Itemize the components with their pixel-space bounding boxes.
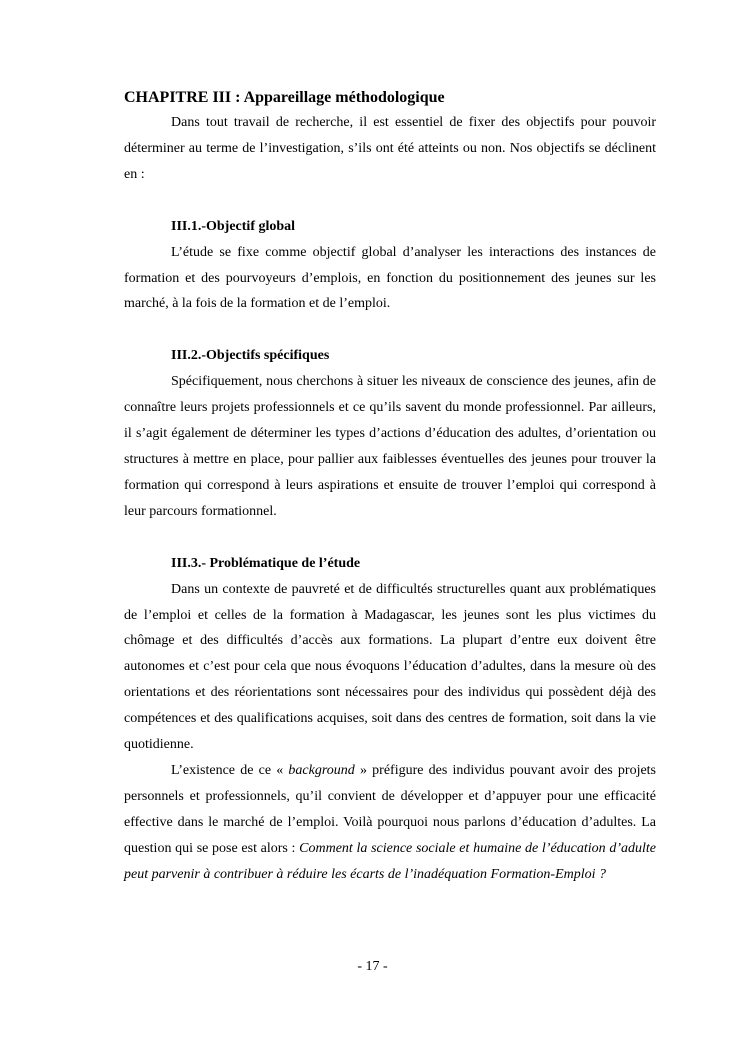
background-text-part1: L’existence de ce « xyxy=(171,762,289,778)
section-heading-problematique: III.3.- Problématique de l’étude xyxy=(171,555,361,571)
section-heading-objectif-global: III.1.-Objectif global xyxy=(171,218,296,234)
background-text-part2: » préfigure des individus pouvant avoir des projets personnels et professionnels, qu’il convient de développer et d’appuyer pour une efficacité effective dans le marché de l’emploi. Voilà pourquoi nous parlons d’éducation d’adultes. La question qui se pose est alors : xyxy=(124,762,657,856)
document-body xyxy=(124,86,656,887)
section-paragraph-objectif-global: L’étude se fixe comme objectif global d’analyser les interactions des instances de formation et des pourvoyeurs d’emplois, en fonction du positionnement des jeunes sur les marché, à la fois de la formation et de l’emploi. xyxy=(124,244,656,312)
section-paragraph-background xyxy=(124,758,656,888)
section-paragraph-objectifs-specifiques: Spécifiquement, nous cherchons à situer les niveaux de conscience des jeunes, afin de connaître leurs projets professionnels et ce qu’ils savent du monde professionnel. Par ailleurs, il s’agit également de déterminer les types d’actions d’éducation des adultes, d’orientation ou structures à mettre en place, pour pallier aux faiblesses éventuelles des jeunes pour trouver la formation qui correspond à leurs aspirations et ensuite de trouver l’emploi qui correspond à leur parcours formationnel. xyxy=(124,374,656,519)
page-number: - 17 - xyxy=(357,959,388,974)
section-heading-objectifs-specifiques: III.2.-Objectifs spécifiques xyxy=(171,348,330,364)
chapter-title: CHAPITRE III : Appareillage méthodologique xyxy=(124,89,445,106)
section-paragraph-problematique: Dans un contexte de pauvreté et de difficultés structurelles quant aux problématiques de l’emploi et celles de la formation à Madagascar, les jeunes sont les plus victimes du chômage et des difficultés d’accès aux formations. La plupart d’entre eux doivent être autonomes et c’est pour cela que nous évoquons l’éducation d’adultes, dans la mesure où des orientations et des réorientations sont nécessaires pour des individus qui possèdent déjà des compétences et des qualifications acquises, soit dans des centres de formation, soit dans la vie quotidienne. xyxy=(124,581,656,753)
background-italic-term: background xyxy=(288,762,355,778)
chapter-intro-paragraph: Dans tout travail de recherche, il est essentiel de fixer des objectifs pour pouvoir déterminer au terme de l’investigation, s’ils ont été atteints ou non. Nos objectifs se déclinent en : xyxy=(124,115,656,182)
research-question: Comment la science sociale et humaine de l’éducation d’adulte peut parvenir à contribuer à réduire les écarts de l’inadéquation Formation-Emploi ? xyxy=(124,840,656,882)
